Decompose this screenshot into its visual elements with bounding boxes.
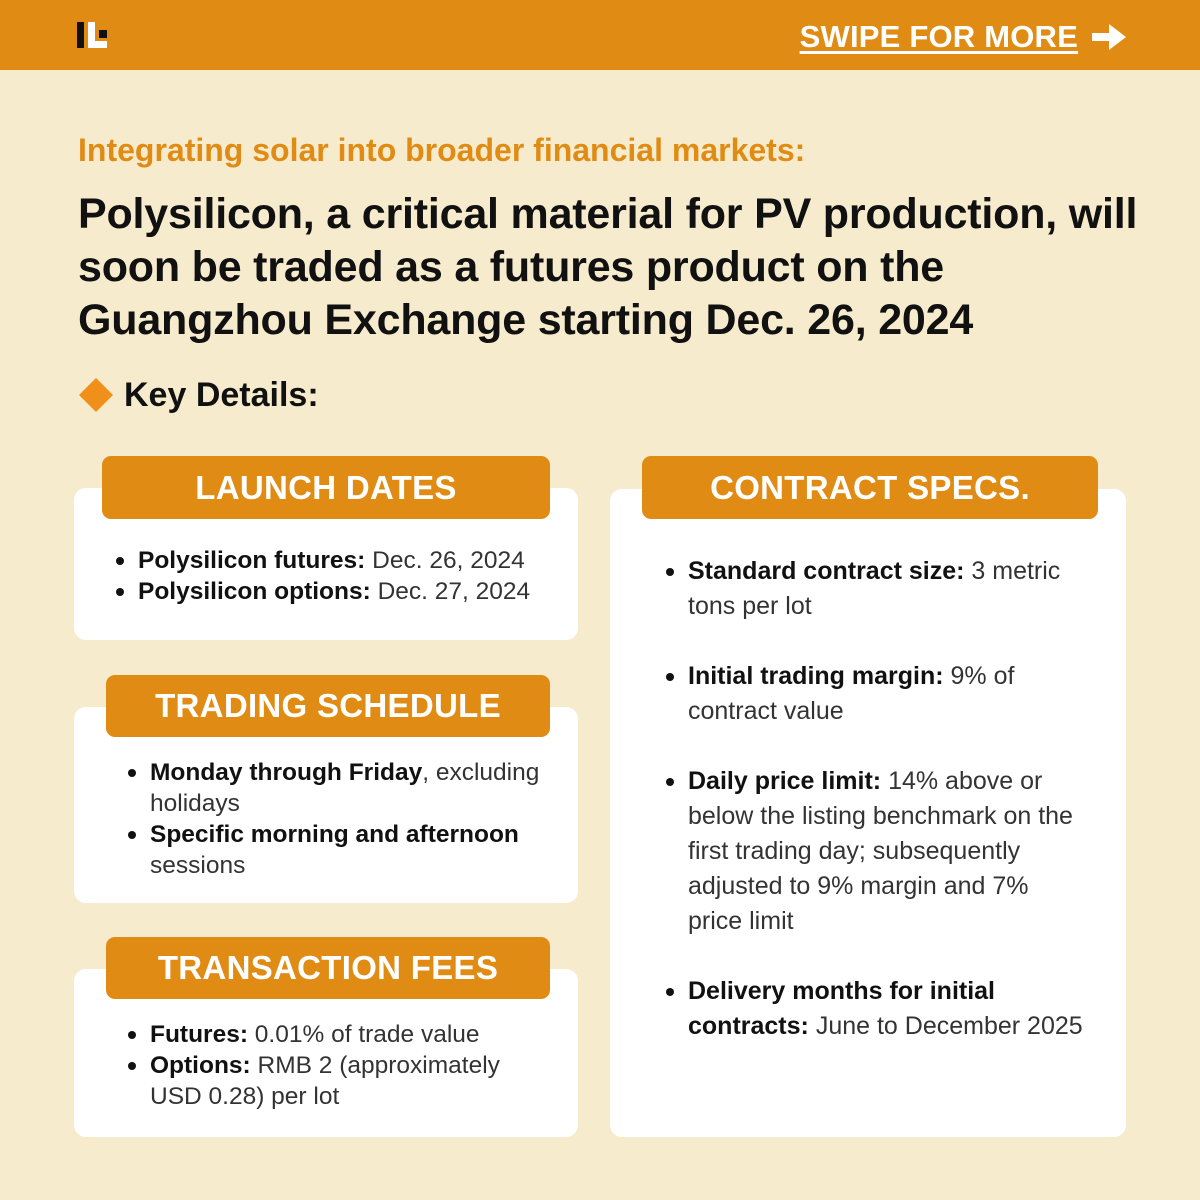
item-value: Dec. 26, 2024 [365, 547, 525, 574]
list-item [664, 554, 1084, 624]
list-item [126, 1019, 556, 1050]
launch-dates-list [114, 545, 574, 607]
launch-dates-header: LAUNCH DATES [102, 456, 550, 519]
item-value: 14% above or below the listing benchmark on the first trading day; subsequently adjusted to 9% margin and 7% price limit [688, 767, 1073, 935]
key-details-heading [78, 372, 319, 418]
list-item [664, 764, 1084, 939]
list-item [664, 974, 1084, 1044]
swipe-for-more-link[interactable] [800, 15, 1126, 59]
item-value: 9% of contract value [688, 662, 1015, 725]
list-item [126, 757, 556, 819]
item-value: Dec. 27, 2024 [370, 578, 531, 605]
key-details-label: Key Details: [124, 375, 319, 414]
arrow-right-icon [1092, 24, 1126, 50]
transaction-fees-list [126, 1019, 556, 1112]
item-label: Monday through Friday [150, 759, 423, 786]
item-label: Daily price limit: [688, 767, 882, 795]
page-headline: Polysilicon, a critical material for PV production, will soon be traded as a futures product on the Guangzhou Exchange starting Dec. 26, 2024 [78, 190, 1138, 344]
contract-specs-card [610, 489, 1126, 1137]
item-label: Polysilicon futures: [138, 547, 366, 574]
diamond-bullet-icon [78, 377, 114, 413]
item-value: RMB 2 (approximately USD 0.28) per lot [150, 1052, 500, 1110]
item-label: Delivery months for initial contracts: [688, 977, 996, 1040]
item-value: June to December 2025 [808, 1012, 1083, 1040]
top-bar [0, 0, 1200, 70]
subtitle: Integrating solar into broader financial markets: [78, 132, 806, 168]
item-label: Specific morning and afternoon [150, 821, 519, 848]
list-item [126, 1050, 556, 1112]
item-label: Standard contract size: [688, 557, 965, 585]
trading-schedule-header: TRADING SCHEDULE [106, 675, 550, 737]
item-value: sessions [150, 852, 246, 879]
item-label: Futures: [150, 1021, 248, 1048]
contract-specs-header: CONTRACT SPECS. [642, 456, 1098, 519]
trading-schedule-list [126, 757, 556, 881]
list-item [664, 659, 1084, 729]
item-value: , excluding holidays [150, 759, 540, 817]
list-item [114, 545, 574, 576]
brand-logo-icon[interactable] [77, 22, 107, 48]
item-value: 3 metric tons per lot [688, 557, 1061, 620]
item-label: Options: [150, 1052, 251, 1079]
list-item [126, 819, 556, 881]
item-value: 0.01% of trade value [248, 1021, 480, 1048]
list-item [114, 576, 574, 607]
item-label: Initial trading margin: [688, 662, 944, 690]
transaction-fees-header: TRANSACTION FEES [106, 937, 550, 999]
swipe-for-more-label: SWIPE FOR MORE [799, 19, 1078, 54]
item-label: Polysilicon options: [138, 578, 371, 605]
contract-specs-list [664, 554, 1084, 1079]
